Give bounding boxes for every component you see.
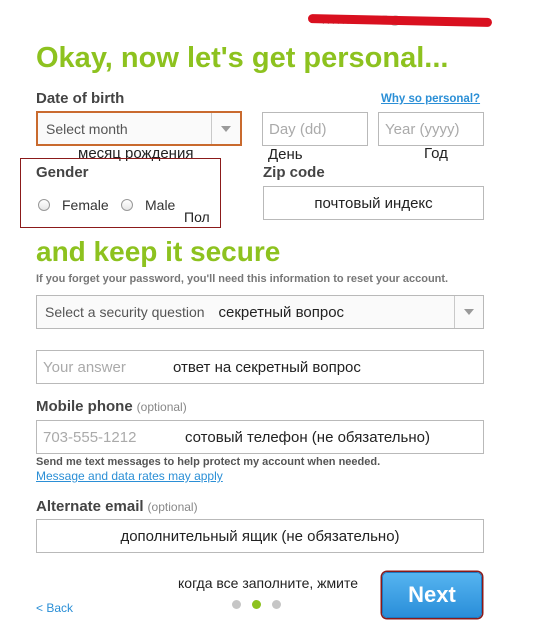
page-title: Okay, now let's get personal...	[36, 42, 449, 74]
security-question-annotation: секретный вопрос	[218, 303, 345, 321]
year-annotation: Год	[424, 145, 448, 162]
why-so-personal-link[interactable]: Why so personal?	[381, 93, 481, 105]
dob-label: Date of birth	[36, 90, 125, 107]
step-dot-3	[272, 600, 281, 609]
data-rates-link[interactable]: Message and data rates may apply	[36, 469, 223, 483]
mobile-annotation: сотовый телефон (не обязательно)	[185, 428, 430, 446]
gender-annotation: Пол	[184, 209, 210, 225]
gender-male-option[interactable]	[121, 197, 175, 213]
female-radio[interactable]	[38, 199, 50, 211]
security-info-text: If you forget your password, you'll need this information to reset your account.	[36, 273, 449, 285]
male-radio[interactable]	[121, 199, 133, 211]
mobile-placeholder: 703-555-1212	[43, 428, 137, 446]
day-input[interactable]	[262, 112, 368, 146]
gender-label: Gender	[36, 164, 89, 181]
security-answer-annotation: ответ на секретный вопрос	[173, 358, 361, 376]
mobile-label	[36, 398, 187, 415]
security-question-arrow	[454, 296, 483, 328]
chevron-down-icon	[464, 309, 474, 315]
zip-annotation: почтовый индекс	[314, 194, 433, 212]
mobile-optional: (optional)	[136, 400, 187, 414]
step-dot-1	[232, 600, 241, 609]
security-question-select[interactable]	[36, 295, 484, 329]
month-select-value: Select month	[46, 120, 128, 137]
next-annotation: когда все заполните, жмите	[178, 575, 359, 591]
zip-label: Zip code	[263, 164, 325, 181]
security-answer-input[interactable]	[36, 350, 484, 384]
step-dot-2	[252, 600, 261, 609]
security-answer-placeholder: Your answer	[43, 358, 126, 376]
back-link[interactable]: < Back	[36, 601, 74, 615]
next-button[interactable]: Next	[382, 572, 482, 618]
step-indicator	[232, 600, 281, 609]
alt-email-input[interactable]	[36, 519, 484, 553]
mobile-hint: Send me text messages to help protect my account when needed.	[36, 456, 381, 468]
month-select-arrow	[211, 113, 240, 144]
chevron-down-icon	[221, 126, 231, 132]
month-select[interactable]	[36, 111, 242, 146]
mobile-label-text: Mobile phone	[36, 398, 133, 415]
year-input[interactable]	[378, 112, 484, 146]
alt-email-label	[36, 498, 198, 515]
gender-female-option[interactable]	[38, 197, 109, 213]
month-annotation: месяц рождения	[78, 145, 194, 162]
alt-email-label-text: Alternate email	[36, 498, 144, 515]
zip-input[interactable]	[263, 186, 484, 220]
security-question-value: Select a security question	[45, 304, 205, 320]
female-label: Female	[62, 197, 109, 213]
male-label: Male	[145, 197, 176, 213]
alt-email-optional: (optional)	[147, 500, 198, 514]
day-annotation: День	[268, 146, 303, 163]
alt-email-annotation: дополнительный ящик (не обязательно)	[120, 527, 400, 545]
section-title-secure: and keep it secure	[36, 236, 281, 267]
mobile-input[interactable]	[36, 420, 484, 454]
